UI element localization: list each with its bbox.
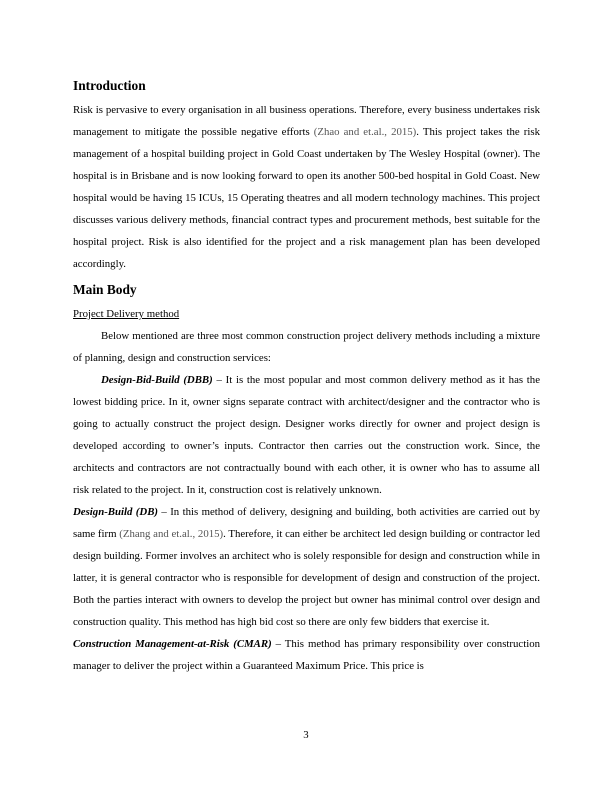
introduction-paragraph [73, 99, 540, 275]
delivery-methods-intro-paragraph: Below mentioned are three most common construction project delivery methods including a mixture of planning, design and construction services: [73, 330, 540, 364]
delivery-method-subheading: Project Delivery method [73, 308, 180, 320]
dbb-paragraph [73, 369, 540, 501]
db-term: Design-Build (DB) [73, 506, 158, 518]
introduction-heading: Introduction [73, 78, 146, 93]
intro-text-part-1: Risk is pervasive to every organisation in all business operations. Therefore, every business undertakes risk management to mitigate the possible negative efforts [73, 104, 540, 138]
citation: (Zhang and et.al., 2015) [119, 528, 224, 540]
cmar-description: – This method has primary responsibility over construction manager to deliver the project within a Guaranteed Maximum Price. This price is [73, 638, 540, 672]
page-number: 3 [303, 729, 309, 741]
main-body-heading: Main Body [73, 282, 137, 297]
citation: (Zhao and et.al., 2015) [313, 126, 417, 138]
dbb-description: – It is the most popular and most common delivery method as it has the lowest bidding price. In it, owner signs separate contract with architect/designer and the contractor who is going to actually construct the project design. Designer works directly for owner and project design is developed according to owner’s inputs. Contractor then carries out the construction work. Since, the architects and contractors are not contractually bound with each other, it is owner who has to assume all risk related to the project. In it, construction cost is relatively unknown. [73, 374, 540, 496]
dbb-term: Design-Bid-Build (DBB) [101, 374, 213, 386]
cmar-paragraph [73, 633, 540, 677]
page-content [73, 76, 540, 677]
db-paragraph [73, 501, 540, 633]
intro-text-part-2: . This project takes the risk management of a hospital building project in Gold Coast undertaken by The Wesley Hospital (owner). The hospital is in Brisbane and is now looking forward to open its another 500-bed hospital in Gold Coast. New hospital would be having 15 ICUs, 15 Operating theatres and all modern technology machines. This project discusses various delivery methods, financial contract types and procurement methods, best suitable for the hospital project. Risk is also identified for the project and a risk management plan has been developed accordingly. [73, 126, 541, 270]
db-description-part-1: – In this method of delivery, designing and building, both activities are carried out by same firm [73, 506, 540, 540]
db-description-part-2: . Therefore, it can either be architect led design building or contractor led design building. Former involves an architect who is solely responsible for design and construction while in latter, it is general contractor who is responsible for development of design and construction of the project. Both the parties interact with owners to develop the project but owner has minimal control over design and construction quality. This method has high bid cost so there are only few bidders that exercise it. [73, 528, 540, 628]
cmar-term: Construction Management-at-Risk (CMAR) [73, 638, 272, 650]
